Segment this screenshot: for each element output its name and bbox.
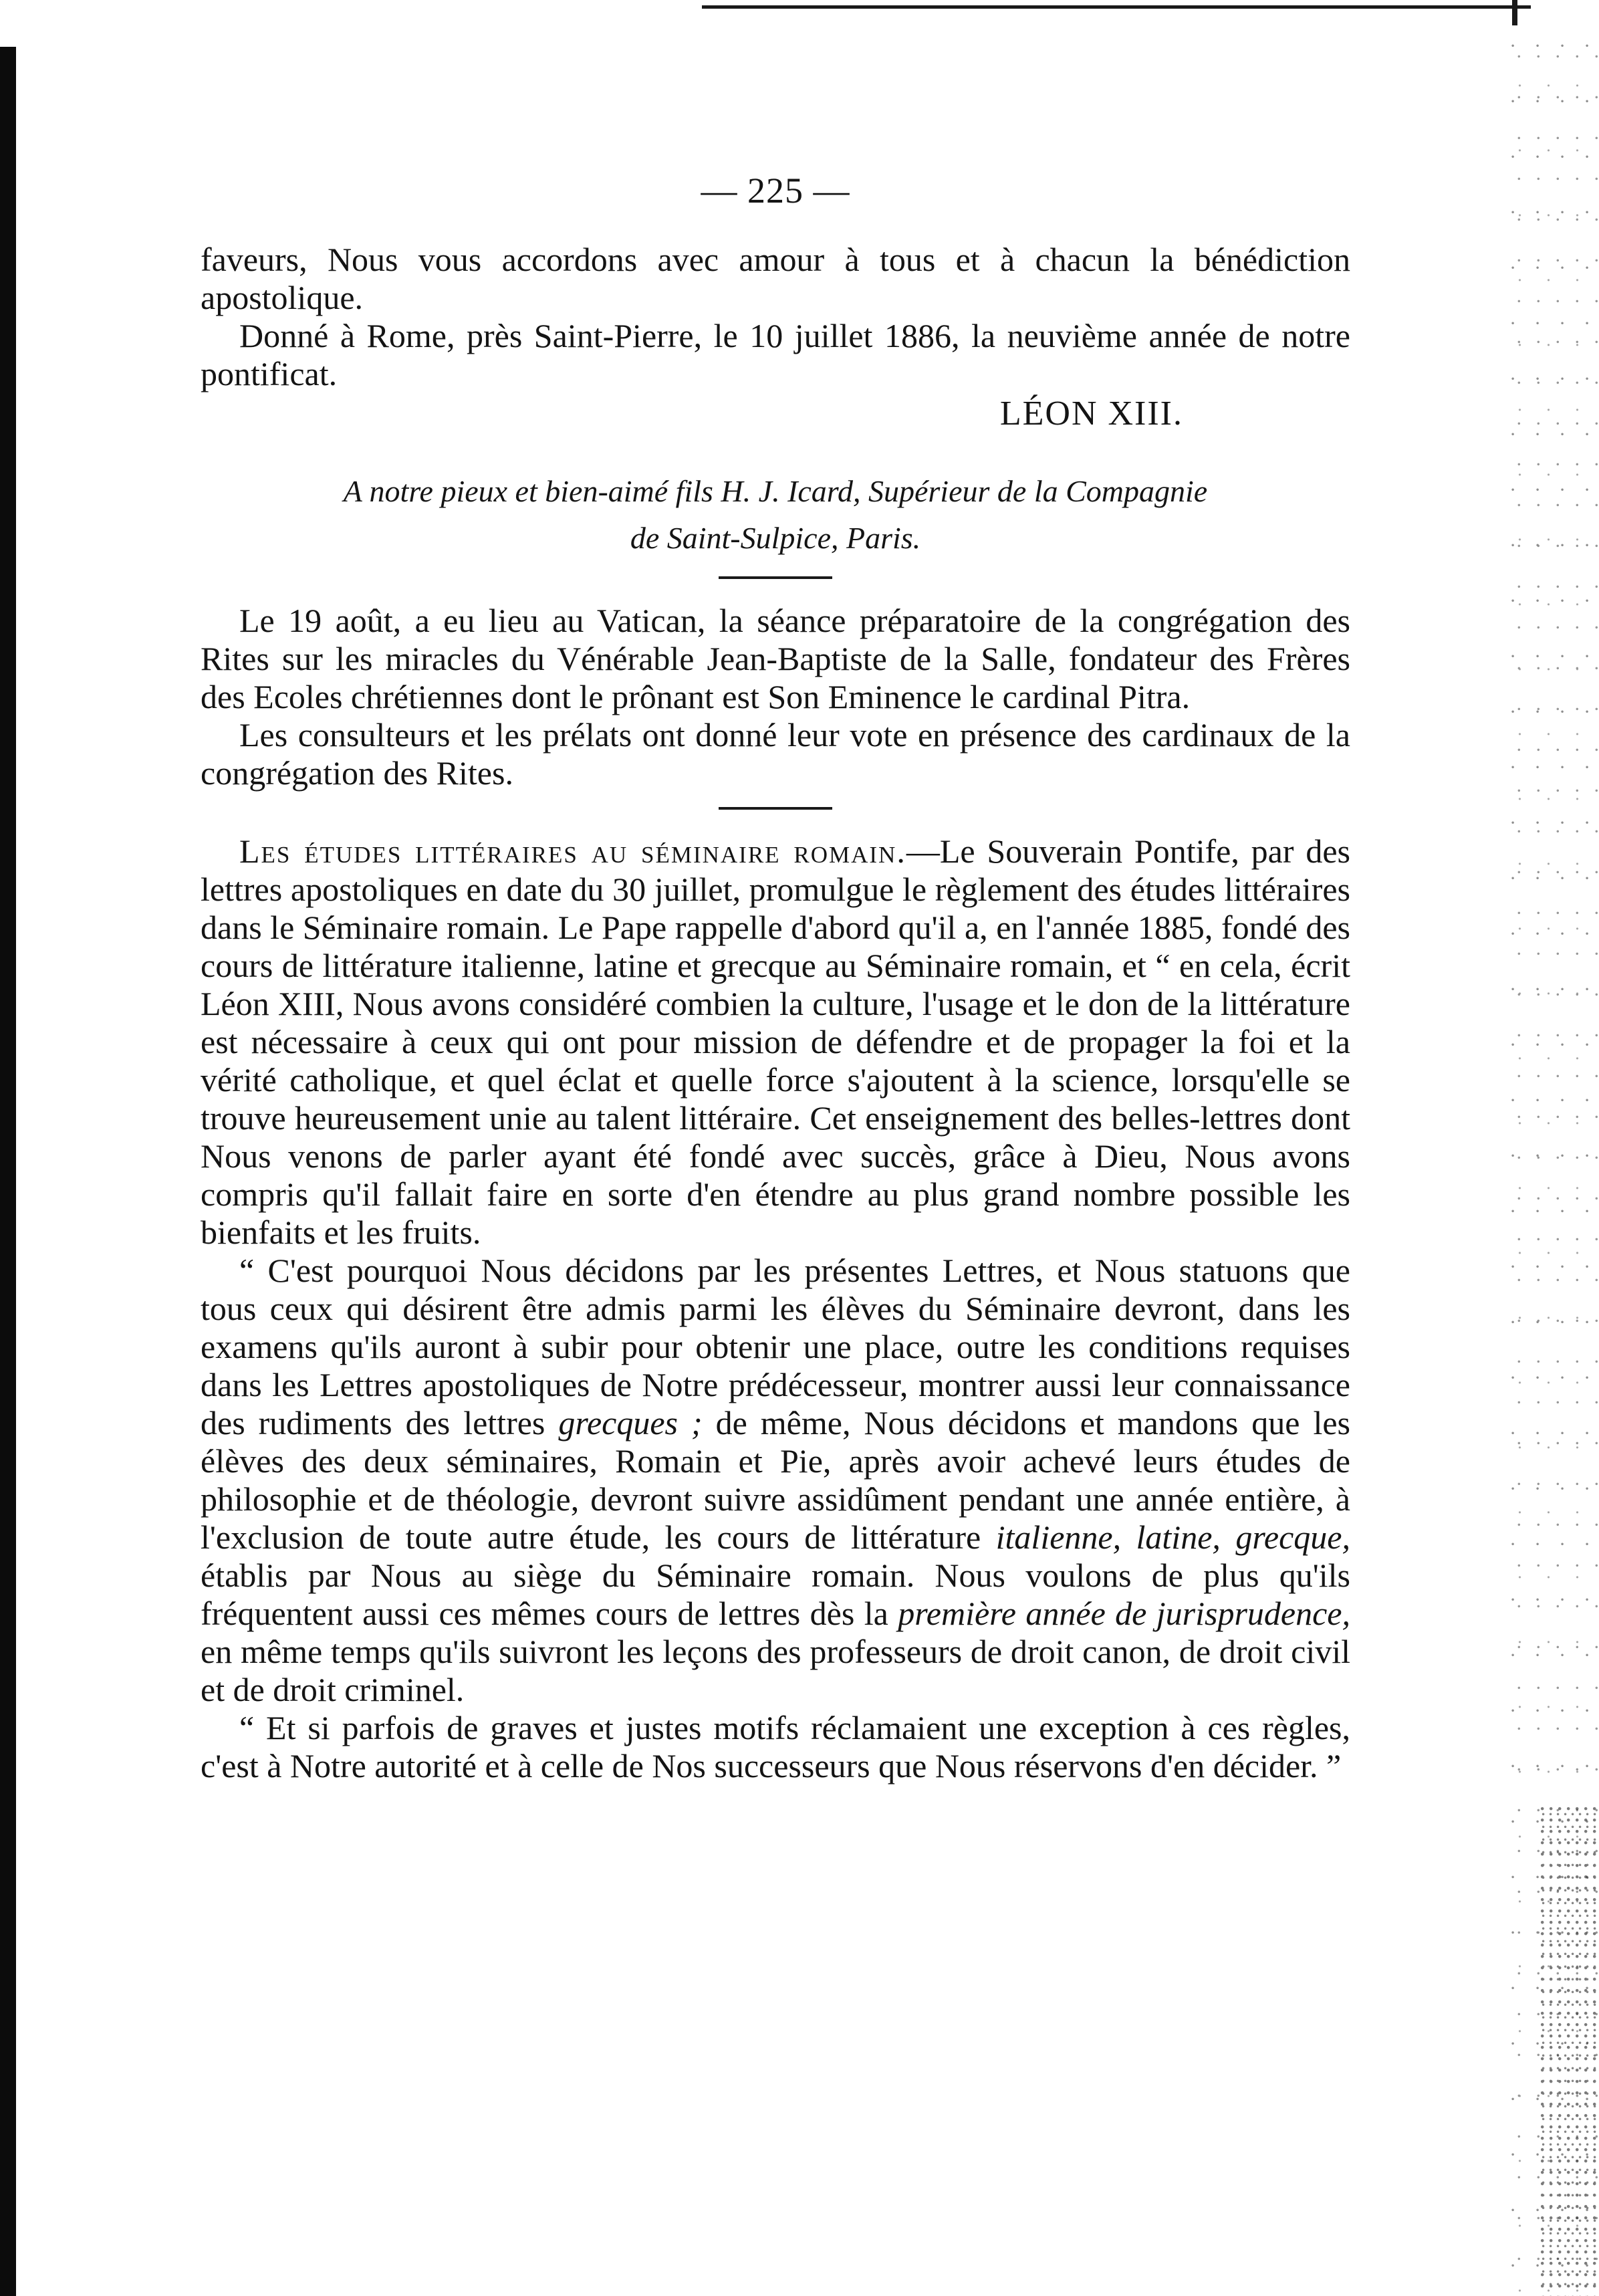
signature: LÉON XIII.: [999, 394, 1183, 433]
paragraph-date: Donné à Rome, près Saint-Pierre, le 10 juillet 1886, la neuvième année de notre pontificat.: [201, 317, 1350, 392]
scan-edge-shadow: [0, 47, 16, 2296]
dedication: [201, 468, 1350, 562]
paragraph-etudes: [201, 832, 1350, 1252]
dedication-line-1: A notre pieux et bien-aimé fils H. J. Icard, Supérieur de la Compagnie: [343, 474, 1208, 508]
paragraph-decision: [201, 1252, 1350, 1709]
section-heading: Les études littéraires au séminaire romain.: [239, 832, 906, 870]
page-number: — 225 —: [701, 170, 850, 211]
scan-top-rule: [702, 5, 1531, 9]
document-page: [201, 167, 1350, 1785]
paragraph-blessing: faveurs, Nous vous accordons avec amour à tous et à chacun la bénédiction apostolique.: [201, 241, 1350, 316]
paragraph-etudes-body: —Le Souverain Pontife, par des lettres apostoliques en date du 30 juillet, promulgue le règlement des études littéraires dans le Séminaire romain. Le Pape rappelle d'abord qu'il a, en l'année 1885, fondé des cours de littérature italienne, latine et grecque au Séminaire romain, et “ en cela, écrit Léon XIII, Nous avons considéré combien la culture, l'usage et le don de la littérature est nécessaire à ceux qui ont pour mission de défendre et de propager la foi et la vérité catholique, et quel éclat et quelle force s'ajoutent à la science, lorsqu'elle se trouve heureusement unie au talent littéraire. Cet enseignement des belles-lettres dont Nous venons de parler ayant été fondé avec succès, grâce à Dieu, Nous avons compris qu'il fallait faire en sorte d'en étendre au plus grand nombre possible les bienfaits et les fruits.: [201, 832, 1350, 1251]
section-divider: [719, 807, 832, 810]
decision-text-c: établis par Nous au siège du Séminaire romain. Nous voulons de plus qu'ils fréquentent aussi ces mêmes cours de lettres dès la: [201, 1557, 1350, 1632]
dedication-line-2: de Saint-Sulpice, Paris.: [630, 521, 921, 555]
decision-text-d: en même temps qu'ils suivront les leçons des professeurs de droit canon, de droit civil et de droit criminel.: [201, 1633, 1350, 1708]
decision-italic-1: grecques ;: [558, 1404, 703, 1442]
scan-right-noise-dense: [1539, 1805, 1599, 2296]
paragraph-consulteurs: Les consulteurs et les prélats ont donné leur vote en présence des cardinaux de la congrégation des Rites.: [201, 716, 1350, 792]
paragraph-congregation: Le 19 août, a eu lieu au Vatican, la séance préparatoire de la congrégation des Rites sur les miracles du Vénérable Jean-Baptiste de la Salle, fondateur des Frères des Ecoles chrétiennes dont le prônant est Son Eminence le cardinal Pitra.: [201, 602, 1350, 715]
paragraph-exception: “ Et si parfois de graves et justes motifs réclamaient une exception à ces règles, c'est à Notre autorité et à celle de Nos successeurs que Nous réservons d'en décider. ”: [201, 1709, 1350, 1785]
decision-text-a: “ C'est pourquoi Nous décidons par les présentes Lettres, et Nous statuons que tous ceux qui désirent être admis parmi les élèves du Séminaire devront, dans les examens qu'ils auront à subir pour obtenir une place, outre les conditions requises dans les Lettres apostoliques de Notre prédécesseur, montrer aussi leur connaissance des rudiments des lettres: [201, 1252, 1350, 1442]
section-divider: [719, 576, 832, 579]
decision-italic-3: première année de jurisprudence,: [898, 1595, 1350, 1632]
decision-text-b: de même, Nous décidons et mandons que les élèves des deux séminaires, Romain et Pie, après avoir achevé leurs études de philosophie et de théologie, devront suivre assidûment pendant une année entière, à l'exclusion de toute autre étude, les cours de littérature: [201, 1404, 1350, 1556]
decision-italic-2: italienne, latine, grecque,: [995, 1518, 1350, 1556]
scan-top-corner: [1512, 0, 1517, 25]
